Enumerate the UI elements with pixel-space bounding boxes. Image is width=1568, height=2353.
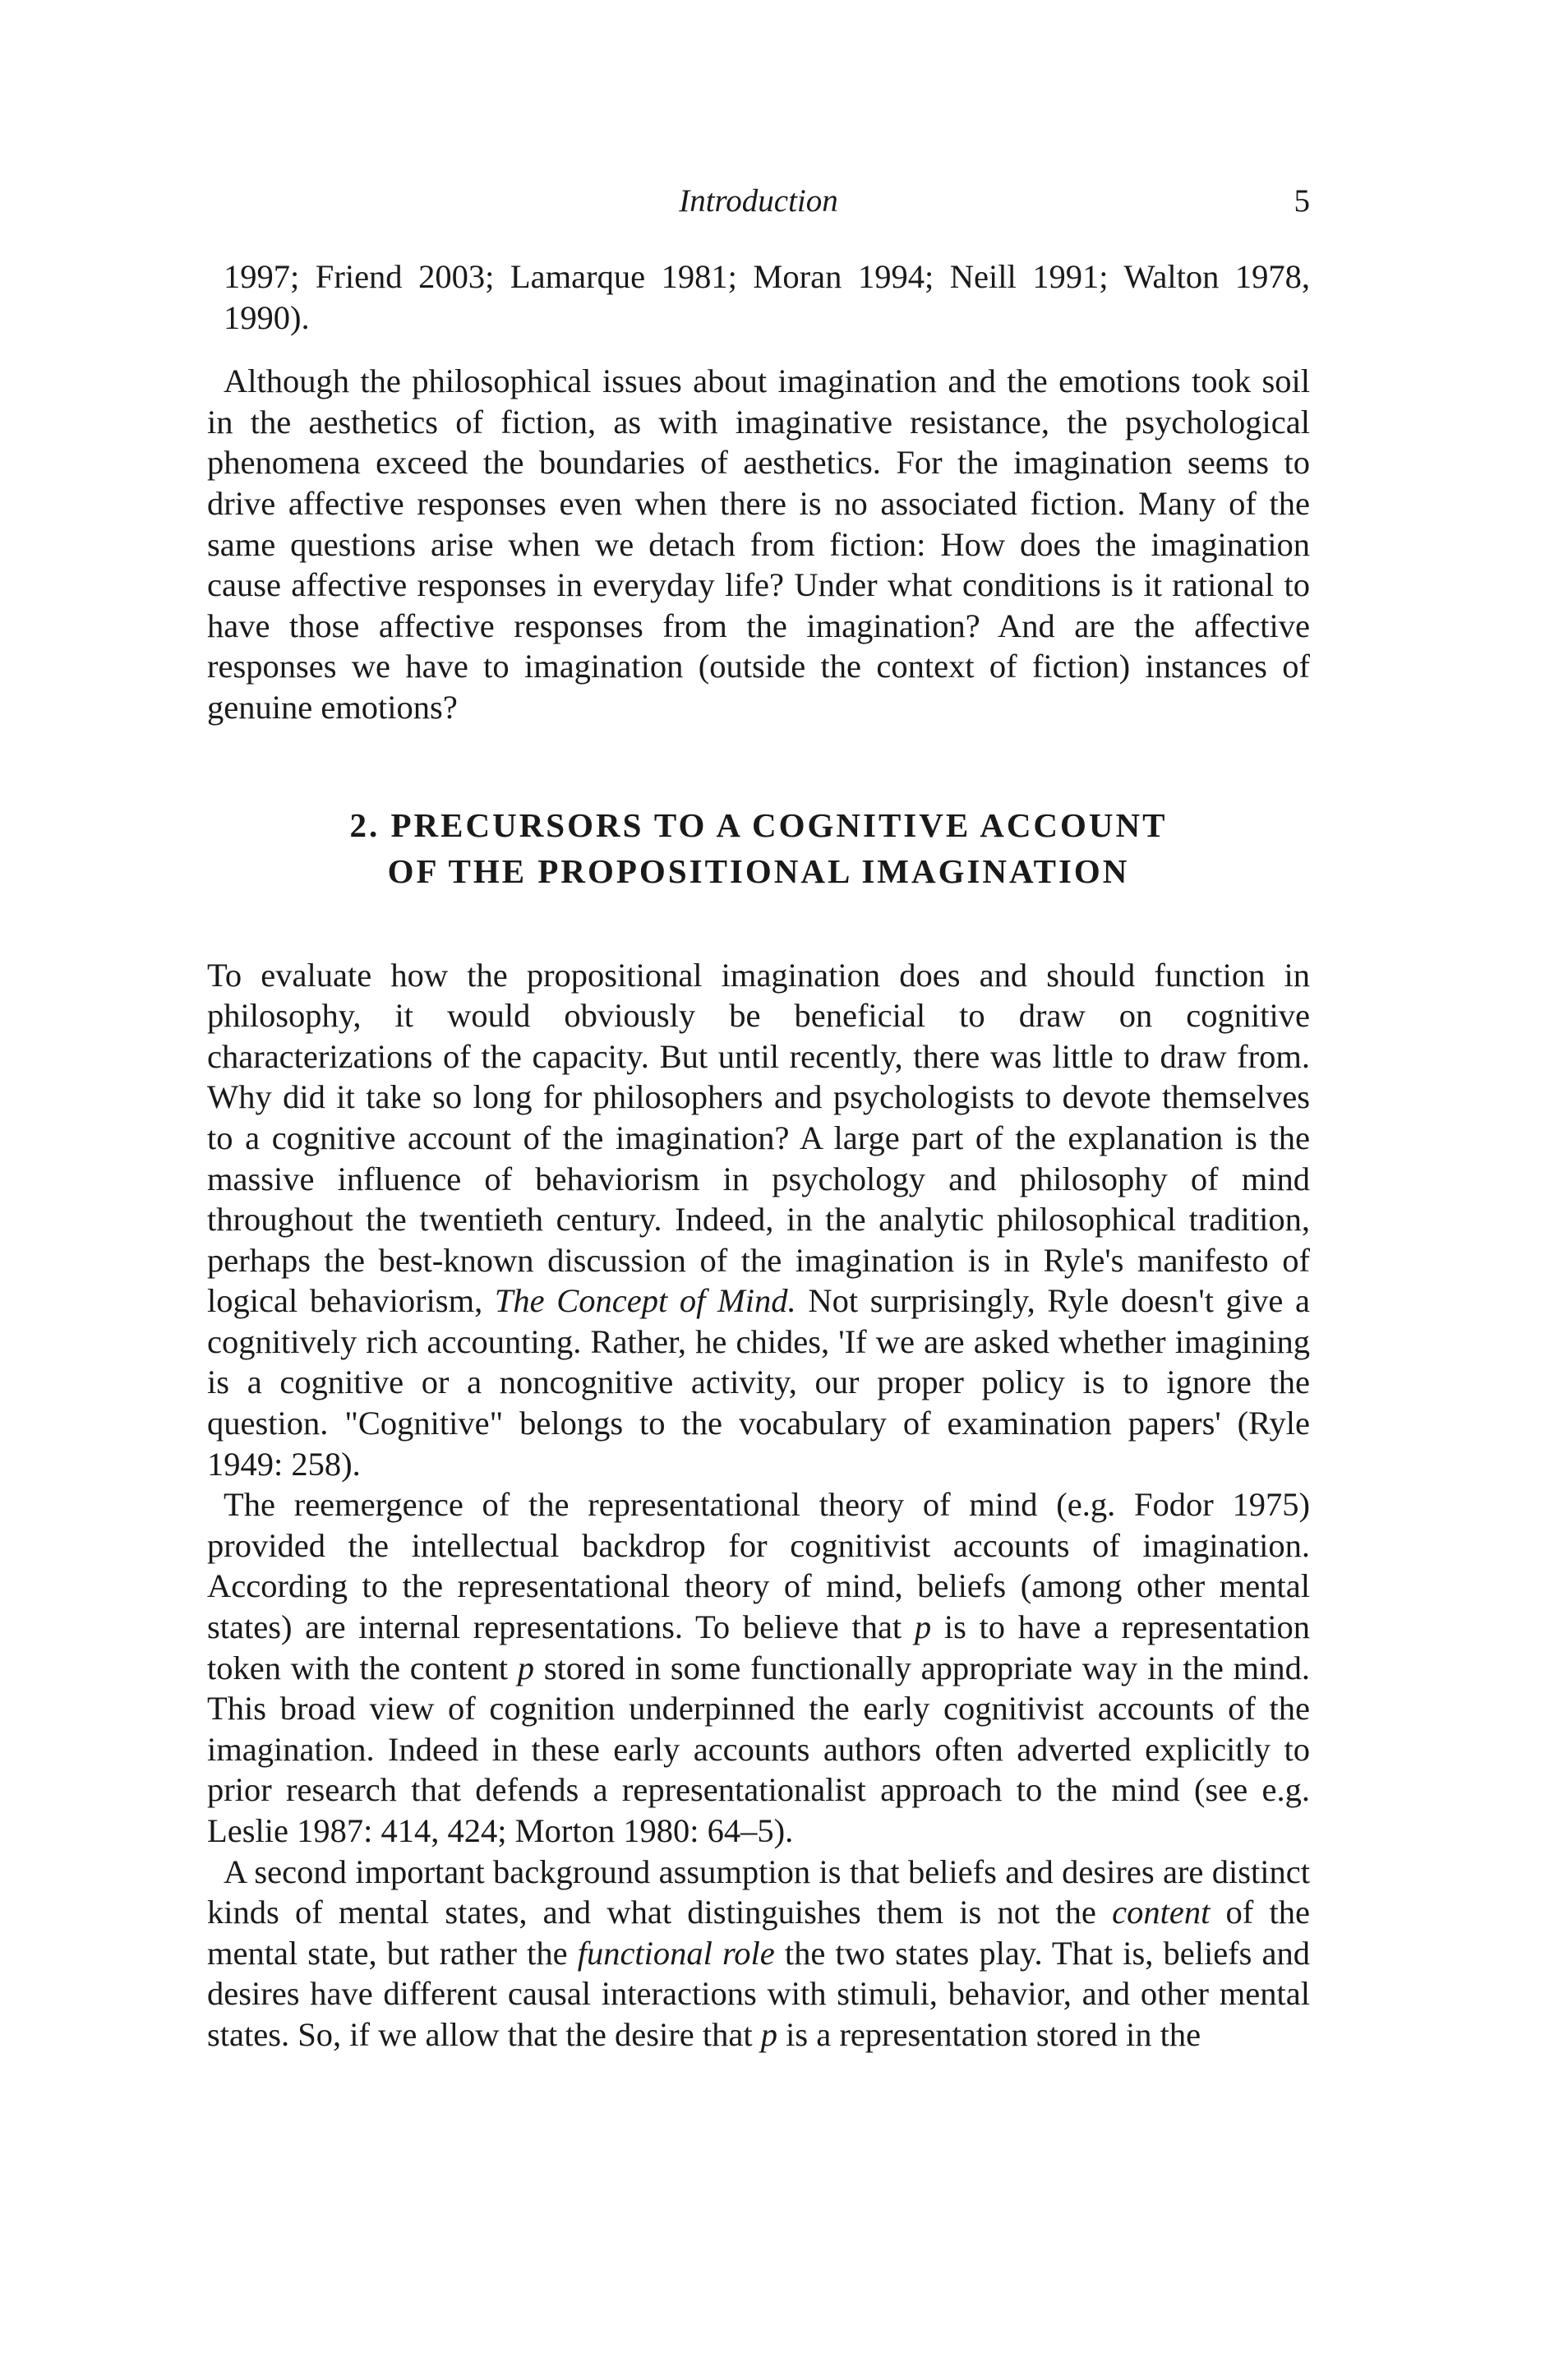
- body-text: [207, 256, 1310, 2055]
- citation-continuation: 1997; Friend 2003; Lamarque 1981; Moran 1994; Neill 1991; Walton 1978, 1990).: [224, 258, 1310, 336]
- section-heading-line-2: OF THE PROPOSITIONAL IMAGINATION: [387, 851, 1130, 890]
- paragraph-behaviorism-part-1: To evaluate how the propositional imagination does and should function in philosophy, it would obviously be beneficial to draw on cognitive characterizations of the capacity. But until recently, there was little to draw from. Why did it take so long for philosophers and psychologists to devote themselves to a cognitive account of the imagination? A large part of the explanation is the massive influence of behaviorism in psychology and philosophy of mind throughout the twentieth century. Indeed, in the analytic philosophical tradition, perhaps the best-known discussion of the imagination is in Ryle's manifesto of logical behaviorism,: [207, 956, 1310, 1320]
- paragraph-imagination-emotions: Although the philosophical issues about imagination and the emotions took soil in the aesthetics of fiction, as with imaginative resistance, the psychological phenomena exceed the boundaries of aesthetics. For the imagination seems to drive affective responses even when there is no associated fiction. Many of the same questions arise when we detach from fiction: How does the imagination cause affective responses in everyday life? Under what conditions is it rational to have those affective responses from the imagination? And are the affective responses we have to imagination (outside the context of fiction) instances of genuine emotions?: [207, 362, 1310, 726]
- paragraph-functional-part-1: A second important background assumption is that beliefs and desires are distinct kinds of mental states, and what distinguishes them is not the: [207, 1852, 1310, 1931]
- emphasis-functional-role: functional role: [577, 1934, 775, 1972]
- variable-p: p: [517, 1649, 535, 1686]
- book-title: The Concept of Mind.: [494, 1282, 796, 1320]
- page-number: 5: [1294, 183, 1310, 219]
- paragraph-representational-part-1: The reemergence of the representational theory of mind (e.g. Fodor 1975) provided the intellectual backdrop for cognitivist accounts of imagination. According to the representational theory of mind, beliefs (among other mental states) are internal representations. To believe that: [207, 1486, 1310, 1646]
- paragraph-functional-role: [207, 1852, 1310, 2055]
- paragraph-behaviorism-part-2: Not surprisingly, Ryle doesn't give a cognitively rich accounting. Rather, he chides, 'If we are asked whether imagining is a cognitive or a noncognitive activity, our proper policy is to ignore the question. "Cognitive" belongs to the vocabulary of examination papers' (Ryle 1949: 258).: [207, 1282, 1310, 1483]
- variable-p: p: [760, 2015, 777, 2053]
- paragraph-representational-part-3: stored in some functionally appropriate way in the mind. This broad view of cognition underpinned the early cognitivist accounts of the imagination. Indeed in these early accounts authors often adverted explicitly to prior research that defends a representationalist approach to the mind (see e.g. Leslie 1987: 414, 424; Morton 1980: 64–5).: [207, 1649, 1310, 1849]
- paragraph-functional-part-4: is a representation stored in the: [777, 2015, 1201, 2053]
- section-heading: [207, 802, 1310, 894]
- paragraph-representational-theory: [207, 1484, 1310, 1851]
- emphasis-content: content: [1112, 1894, 1211, 1931]
- paragraph-functional-part-3: the two states play. That is, beliefs and desires have different causal interactions with stimuli, behavior, and other mental states. So, if we allow that the desire that: [207, 1934, 1310, 2053]
- section-heading-line-1: 2. PRECURSORS TO A COGNITIVE ACCOUNT: [349, 805, 1168, 844]
- variable-p: p: [914, 1608, 932, 1646]
- paragraph-behaviorism: [207, 955, 1310, 1485]
- running-head: [207, 182, 1310, 224]
- running-head-title: Introduction: [679, 183, 838, 219]
- paragraph-representational-part-2: is to have a representation token with the content: [207, 1608, 1310, 1686]
- paragraph-functional-part-2: of the mental state, but rather the: [207, 1894, 1310, 1972]
